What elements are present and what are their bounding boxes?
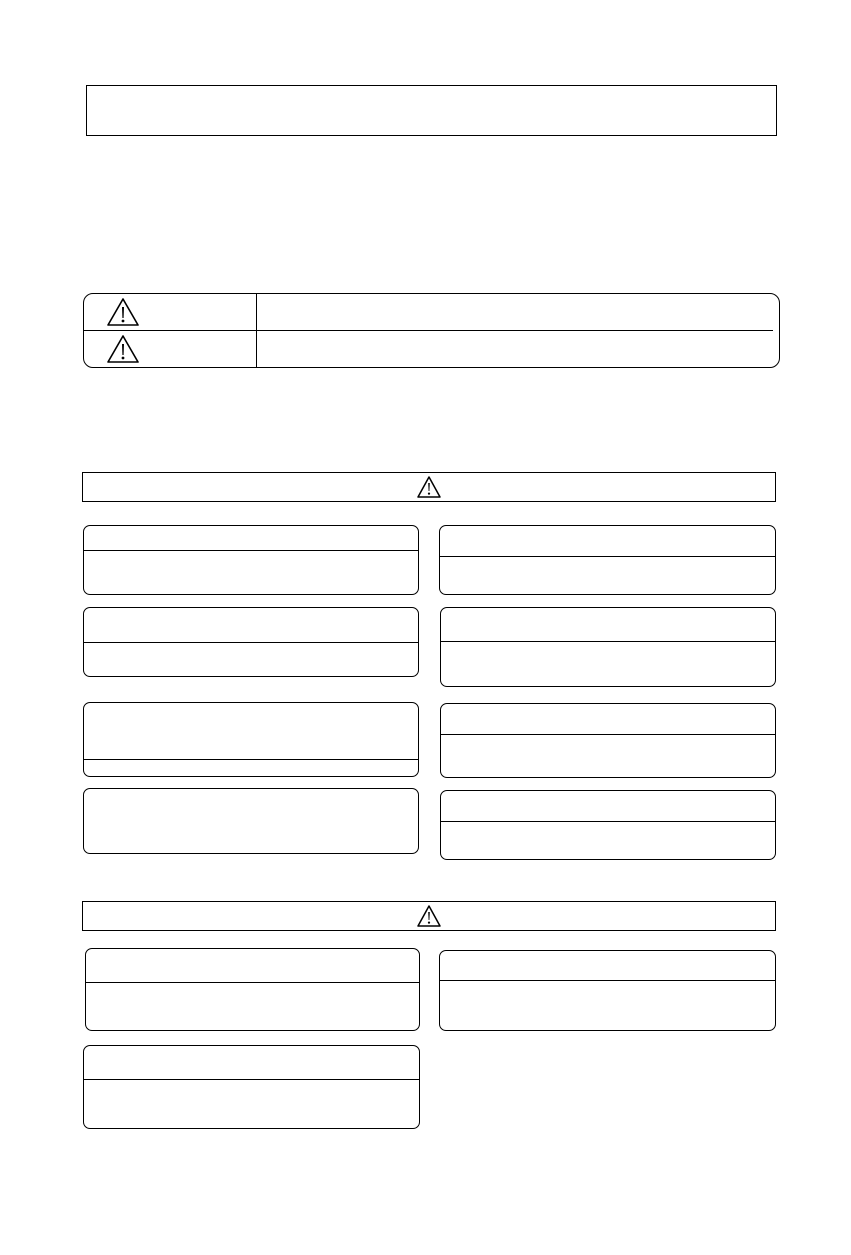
card-divider <box>441 821 775 822</box>
warning-card <box>440 607 776 687</box>
caution-card <box>439 950 776 1031</box>
warning-card <box>440 703 776 778</box>
warning-triangle-icon <box>106 334 140 364</box>
legend-table <box>83 293 780 368</box>
card-divider <box>84 1079 419 1080</box>
warning-card <box>83 788 419 854</box>
warning-triangle-icon <box>416 475 442 499</box>
legend-row <box>84 331 779 367</box>
card-divider <box>84 550 418 551</box>
warning-card <box>83 607 419 677</box>
warning-triangle-icon <box>106 297 140 327</box>
card-divider <box>441 641 775 642</box>
card-divider <box>84 642 418 643</box>
warning-card <box>440 790 776 860</box>
header-box <box>86 85 777 136</box>
card-divider <box>84 759 418 760</box>
warning-card <box>83 702 419 777</box>
card-divider <box>440 980 775 981</box>
card-divider <box>86 982 419 983</box>
caution-card <box>85 948 420 1031</box>
card-divider <box>441 734 775 735</box>
caution-card <box>83 1045 420 1129</box>
warning-card <box>439 525 776 595</box>
warning-triangle-icon <box>416 904 442 928</box>
warning-section-header <box>82 472 776 502</box>
card-divider <box>440 556 775 557</box>
warning-card <box>83 525 419 595</box>
caution-section-header <box>82 901 776 931</box>
legend-row <box>84 294 779 330</box>
